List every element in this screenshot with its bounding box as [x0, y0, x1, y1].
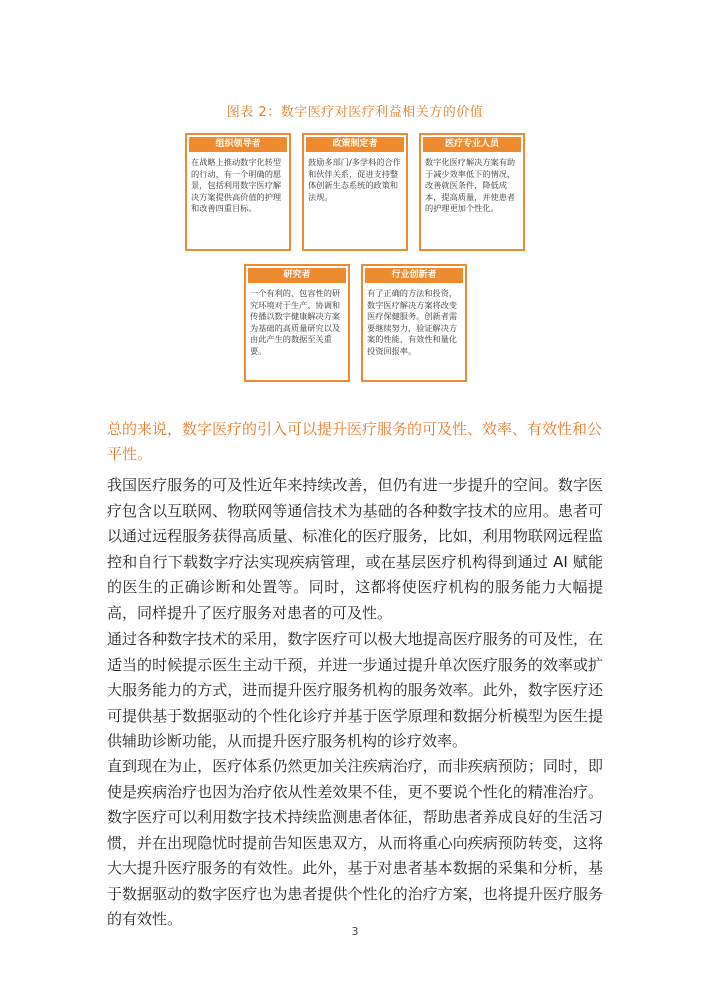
card-text: 一个有利的、包容性的研究环境对于生产、协调和传播以数字健康解决方案为基础的高质量研究以及由此产生的数据至关重要。 — [250, 288, 341, 356]
card-policy-maker — [302, 133, 408, 251]
card-text: 在战略上推动数字化转型的行动，有一个明确的愿景，包括利用数字医疗解决方案提供高价值的护理和改善四重目标。 — [191, 157, 282, 213]
paragraph-accessibility: 我国医疗服务的可及性近年来持续改善，但仍有进一步提升的空间。数字医疗包含以互联网、物联网等通信技术为基础的各种数字技术的应用。患者可以通过远程服务获得高质量、标准化的医疗服务，比如，利用物联网远程监控和自行下载数字疗法实现疾病管理，或在基层医疗机构得到通过 AI 赋能的医生的正确诊断和处置等。同时，这都将使医疗机构的服务能力大幅提高，同样提升了医疗服务对患者的可及性。 — [107, 476, 603, 622]
figure-title: 图表 2：数字医疗对医疗利益相关方的价值 — [226, 105, 484, 120]
card-text: 有了正确的方法和投资，数字医疗解决方案将改变医疗保健服务。创新者需要继续努力，验证解决方案的性能、有效性和量化投资回报率。 — [367, 288, 458, 356]
paragraph-effectiveness: 直到现在为止，医疗体系仍然更加关注疾病治疗，而非疾病预防；同时，即使是疾病治疗也因为治疗依从性差效果不佳，更不要说个性化的精准治疗。数字医疗可以利用数字技术持续监测患者体征，帮助患者养成良好的生活习惯，并在出现隐忧时提前告知医患双方，从而将重心向疾病预防转变，这将大大提升医疗服务的有效性。此外，基于对患者基本数据的采集和分析，基于数据驱动的数字医疗也为患者提供个性化的治疗方案，也将提升医疗服务的有效性。 — [107, 757, 603, 928]
card-heading: 行业创新者 — [365, 268, 463, 283]
card-researcher — [244, 264, 350, 382]
summary-statement: 总的来说，数字医疗的引入可以提升医疗服务的可及性、效率、有效性和公平性。 — [107, 420, 603, 463]
card-medical-professional — [419, 133, 525, 251]
page-number: 3 — [351, 925, 359, 938]
card-heading: 政策制定者 — [306, 137, 404, 152]
card-heading: 组织领导者 — [189, 137, 287, 152]
card-industry-innovator — [361, 264, 467, 382]
card-heading: 研究者 — [248, 268, 346, 283]
paragraph-efficiency: 通过各种数字技术的采用，数字医疗可以极大地提高医疗服务的可及性，在适当的时候提示医生主动干预，并进一步通过提升单次医疗服务的效率或扩大服务能力的方式，进而提升医疗服务机构的服务效率。此外，数字医疗还可提供基于数据驱动的个性化诊疗并基于医学原理和数据分析模型为医生提供辅助诊断功能，从而提升医疗服务机构的诊疗效率。 — [107, 630, 603, 750]
card-text: 数字化医疗解决方案有助于减少效率低下的情况，改善就医条件，降低成本，提高质量，并使患者的护理更加个性化。 — [425, 157, 516, 213]
card-organization-leader — [185, 133, 291, 251]
card-text: 鼓励多部门/多学科的合作和伙伴关系，促进支持整体创新生态系统的政策和法规。 — [308, 157, 401, 202]
card-heading: 医疗专业人员 — [423, 137, 521, 152]
